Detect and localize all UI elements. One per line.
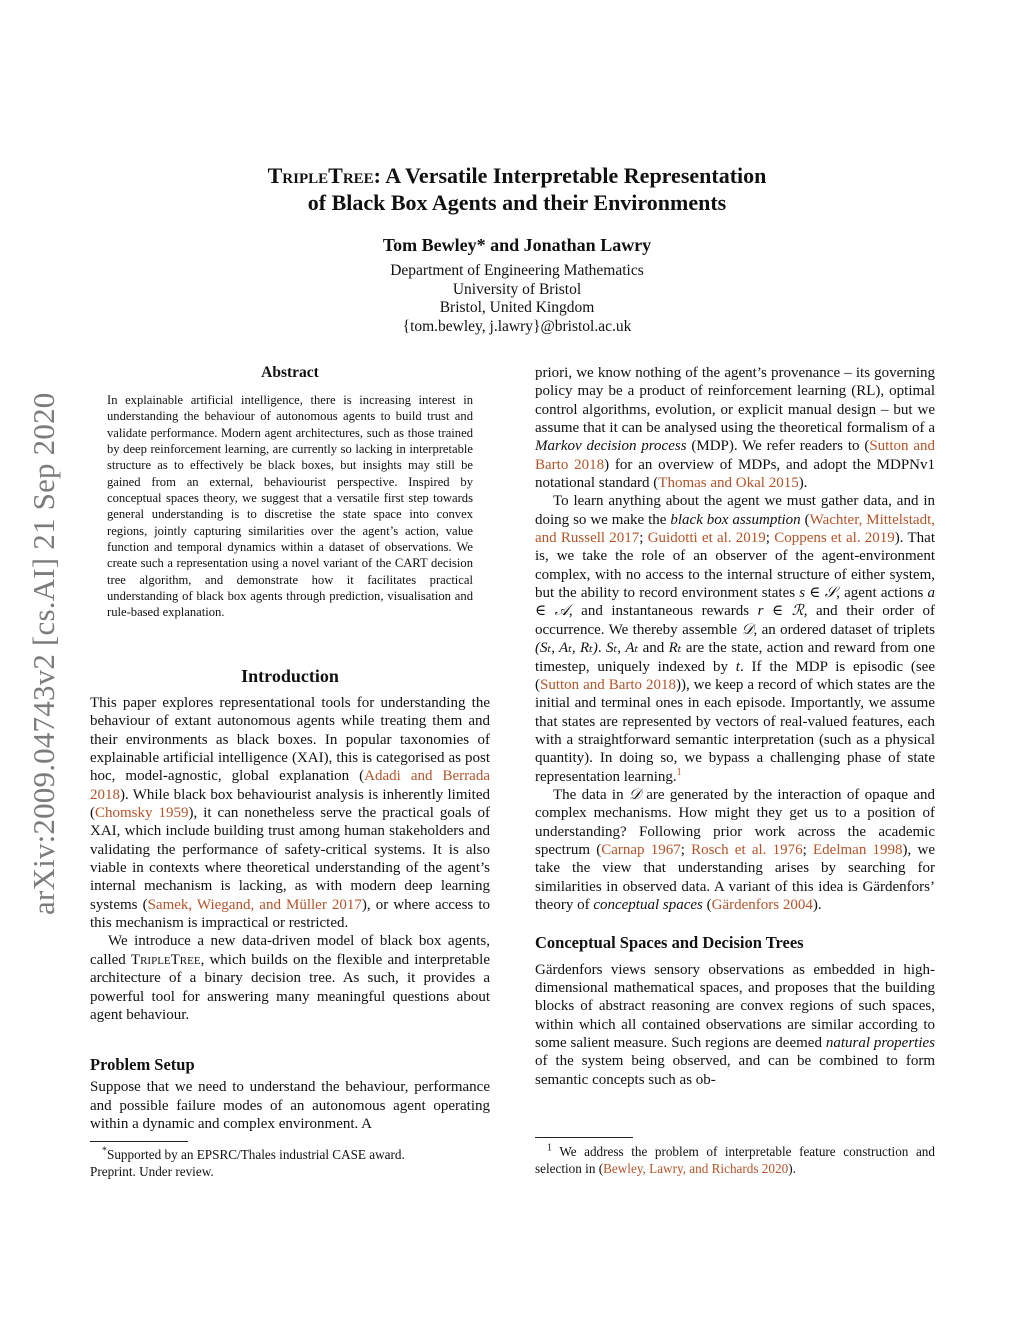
arxiv-identifier: arXiv:2009.04743v2 [cs.AI] 21 Sep 2020	[26, 392, 61, 916]
problem-paragraph-1: Suppose that we need to understand the behaviour, performance and possible failure modes of an autonomous agent operating within a dynamic and complex environment. A	[90, 1079, 490, 1133]
abstract-text: In explainable artificial intelligence, there is increasing interest in understanding the behaviour of autonomous agents to build trust and validate performance. Modern agent architectures, such as those trained by deep reinforcement learning, are currently so lacking in interpretable structure as to effectively be black boxes, but insights may still be gained from an external, behaviourist perspective. Inspired by conceptual spaces theory, we suggest that a versatile first step towards general understanding is to discretise the state space into convex regions, jointly capturing similarities over the agent’s action, value function and temporal dynamics within a dataset of observations. We create such a representation using a novel variant of the CART decision tree algorithm, and demonstrate how it facilitates practical understanding of black box agents through prediction, visualisation and rule-based explanation.	[107, 393, 473, 620]
intro-paragraph-2: We introduce a new data-driven model of black box agents, called TripleTree, which builds on the flexible and interpretable architecture of a binary decision tree. As such, it provides a powerful tool for answering many meaningful questions about agent behaviour.	[90, 933, 490, 1023]
footnote-ref-1[interactable]: 1	[676, 766, 682, 778]
paper-title	[160, 162, 874, 216]
problem-setup-heading: Problem Setup	[90, 1055, 195, 1074]
affiliation-location: Bristol, United Kingdom	[439, 299, 595, 316]
citation-link[interactable]: Carnap 1967	[601, 841, 681, 858]
authors: Tom Bewley* and Jonathan Lawry	[382, 235, 652, 255]
footnote-rule-left	[90, 1141, 188, 1142]
citation-link[interactable]: Bewley, Lawry, and Richards 2020	[603, 1161, 789, 1176]
intro-paragraph-1: This paper explores representational tools for understanding the behaviour of extant autonomous agents while treating them and their environments as black boxes. In popular taxonomies of explainable artificial intelligence (XAI), this is categorised as post hoc, model-agnostic, global explanation (Adadi and Berrada 2018). While black box behaviourist analysis is inherently limited (Chomsky 1959), it can nonetheless serve the practical goals of XAI, which include building trust among human stakeholders and validating the performance of safety-critical systems. It is also viable in contexts where theoretical understanding of the agent’s internal mechanism is lacking, as with modern deep learning systems (Samek, Wiegand, and Müller 2017), or where access to this mechanism is impractical or restricted.	[90, 695, 490, 932]
right-paragraph-3: The data in 𝒟 are generated by the interaction of opaque and complex mechanisms. How might they get us to a position of understanding? Following prior work across the academic spectrum (Carnap 1967; Rosch et al. 1976; Edelman 1998), we take the view that understanding arises by searching for similarities in observed data. A variant of this idea is Gärdenfors’ theory of conceptual spaces (Gärdenfors 2004).	[535, 786, 935, 913]
footnotes-left: *Supported by an EPSRC/Thales industrial CASE award. Preprint. Under review.	[90, 1146, 490, 1180]
introduction-heading: Introduction	[241, 666, 339, 686]
conceptual-spaces-heading: Conceptual Spaces and Decision Trees	[535, 933, 804, 953]
citation-link[interactable]: Sutton and Barto 2018	[535, 438, 935, 473]
citation-link[interactable]: Rosch et al. 1976	[691, 841, 803, 858]
affiliation-university: University of Bristol	[452, 280, 582, 298]
citation-link[interactable]: Thomas and Okal 2015	[658, 475, 799, 492]
citation-link[interactable]: Wachter, Mittelstadt, and Russell 2017	[535, 511, 936, 547]
right-paragraph-2: To learn anything about the agent we must gather data, and in doing so we make the black box assumption (Wachter, Mittelstadt, and Russell 2017; Guidotti et al. 2019; Coppens et al. 2019). That is, we take the role of an observer of the agent-environment complex, with no access to the internal structure of either system, but the ability to record environment states s ∈ 𝒮, agent actions a ∈ 𝒜, and instantaneous rewards r ∈ ℛ, and their order of occurrence. We thereby assemble 𝒟, an ordered dataset of triplets (Sₜ, Aₜ, Rₜ). Sₜ, Aₜ and Rₜ are the state, action and reward from one timestep, uniquely indexed by t. If the MDP is episodic (see (Sutton and Barto 2018)), we keep a record of which states are the initial and terminal ones in each episode. Importantly, we assume that states are represented by vectors of real-valued features, each with a straightforward semantic interpretation (such as a physical quantity). In doing so, we bypass a challenging phase of state representation learning.$^1$	[535, 493, 936, 785]
right-paragraph-4: Gärdenfors views sensory observations as embedded in high-dimensional mathematical spaces, and proposes that the building blocks of abstract reasoning are convex regions of such spaces, within which all contained observations are similar according to some salient measure. Such regions are deemed natural properties of the system being observed, and can be combined to form semantic concepts such as ob-	[535, 961, 936, 1088]
footnote-preprint: Preprint. Under review.	[90, 1164, 214, 1179]
footnote-rule-right	[535, 1137, 633, 1138]
citation-link[interactable]: Guidotti et al. 2019	[647, 530, 766, 547]
citation-link[interactable]: Gärdenfors 2004	[711, 896, 813, 913]
right-column-body	[535, 364, 935, 1089]
citation-link[interactable]: Edelman 1998	[813, 841, 903, 858]
citation-link[interactable]: Sutton and Barto 2018	[540, 676, 676, 693]
citation-link[interactable]: Samek, Wiegand, and Müller 2017	[147, 896, 362, 913]
footnote-funding: Supported by an EPSRC/Thales industrial CASE award.	[107, 1147, 405, 1162]
problem-setup-section	[90, 1056, 490, 1133]
right-paragraph-1: priori, we know nothing of the agent’s provenance – its governing policy may be a product of reinforcement learning (RL), optimal control algorithms, evolution, or explicit manual design – but we assume that it can be analysed using the theoretical formalism of a Markov decision process (MDP). We refer readers to (Sutton and Barto 2018) for an overview of MDPs, and adopt the MDPNv1 notational standard (Thomas and Okal 2015).	[535, 365, 935, 492]
introduction-body	[90, 694, 490, 1024]
affiliation	[160, 262, 874, 336]
title-system-name: TripleTree	[267, 163, 374, 188]
title-line2: of Black Box Agents and their Environments	[307, 190, 727, 215]
citation-link[interactable]: Adadi and Berrada 2018	[90, 768, 490, 803]
abstract-heading: Abstract	[261, 364, 319, 381]
affiliation-dept: Department of Engineering Mathematics	[390, 262, 644, 279]
citation-link[interactable]: Coppens et al. 2019	[774, 530, 895, 547]
title-line1: : A Versatile Interpretable Representation	[373, 163, 767, 188]
footnote-right: $^1$ We address the problem of interpretable feature construction and selection in (Bewley, Lawry, and Richards 2020).	[535, 1142, 935, 1176]
author-emails: {tom.bewley, j.lawry}@bristol.ac.uk	[402, 317, 632, 335]
citation-link[interactable]: Chomsky 1959	[95, 805, 189, 822]
